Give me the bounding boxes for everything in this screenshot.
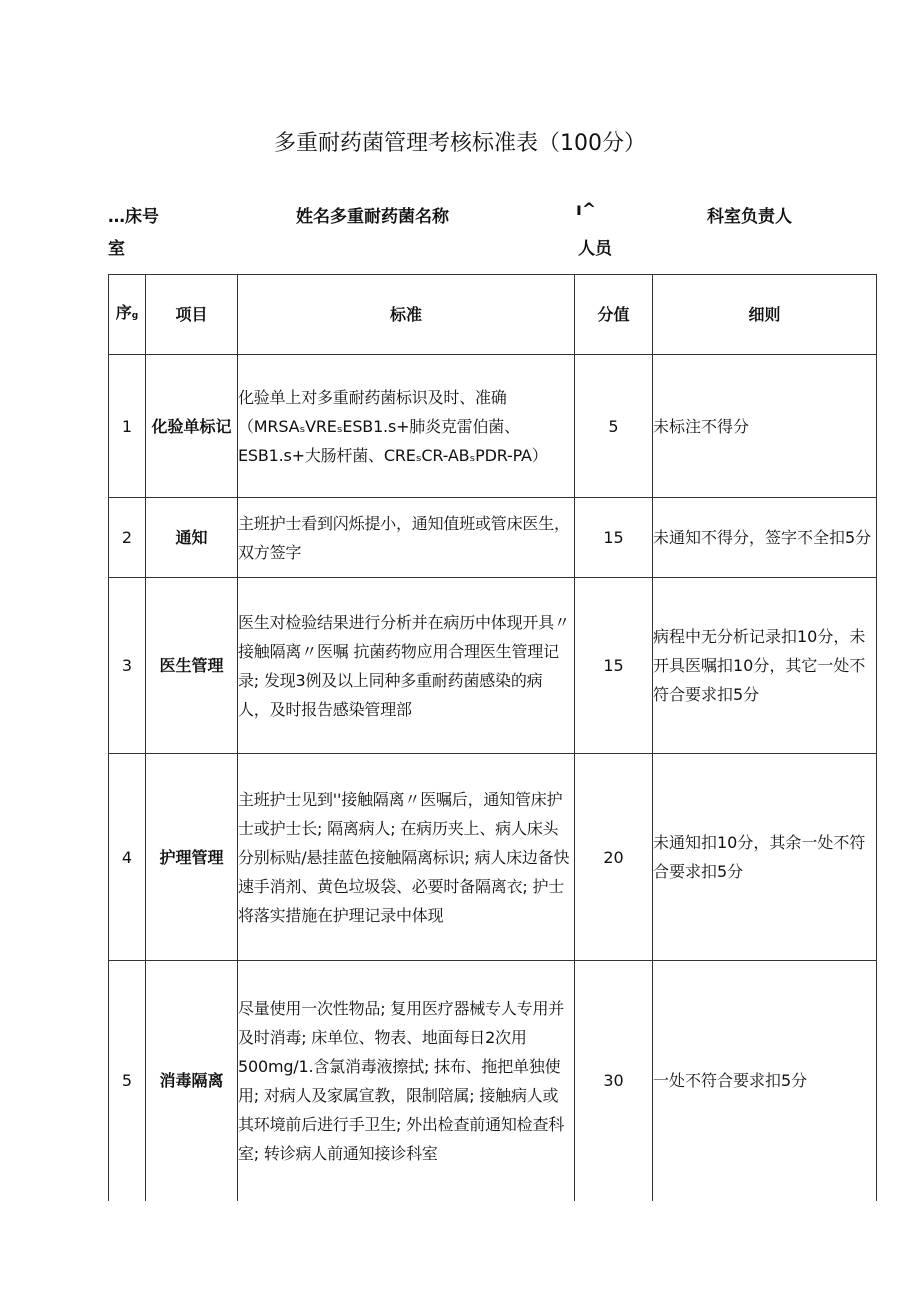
header-mark: ı^ <box>576 200 597 220</box>
row-seq: 3 <box>109 578 146 754</box>
row-seq: 5 <box>109 961 146 1201</box>
col-header-seq: 序g <box>109 275 146 355</box>
col-header-item: 项目 <box>146 275 238 355</box>
row-item: 消毒隔离 <box>146 961 238 1201</box>
row-score: 5 <box>575 355 653 498</box>
row-standard: 化验单上对多重耐药菌标识及时、准确（MRSAₛVREₛESB1.s+肺炎克雷伯菌、ESB1.s+大肠杆菌、CREₛCR-ABₛPDR-PA） <box>238 355 575 498</box>
table-row <box>109 355 877 498</box>
dept-suffix-label: 室 <box>108 239 125 259</box>
row-score: 15 <box>575 578 653 754</box>
row-rule: 未标注不得分 <box>653 355 877 498</box>
dept-head-label: 科室负责人 <box>707 207 792 227</box>
row-item: 护理管理 <box>146 754 238 961</box>
row-item: 通知 <box>146 498 238 578</box>
row-seq: 1 <box>109 355 146 498</box>
row-standard: 主班护士见到''接触隔离〃医嘱后，通知管床护士或护士长; 隔离病人; 在病历夹上、病人床头分别标贴/悬挂蓝色接触隔离标识; 病人床边备快速手消剂、黄色垃圾袋、必要时备隔离衣; 护士将落实措施在护理记录中体现 <box>238 754 575 961</box>
assessment-table <box>108 274 877 1201</box>
row-score: 30 <box>575 961 653 1201</box>
row-rule: 一处不符合要求扣5分 <box>653 961 877 1201</box>
name-drug-label: 姓名多重耐药菌名称 <box>296 207 449 227</box>
table-row <box>109 498 877 578</box>
personnel-label: 人员 <box>578 239 612 259</box>
row-seq: 4 <box>109 754 146 961</box>
page-title: 多重耐药菌管理考核标准表（100分） <box>274 131 646 156</box>
row-rule: 病程中无分析记录扣10分，未开具医嘱扣10分，其它一处不符合要求扣5分 <box>653 578 877 754</box>
col-header-score: 分值 <box>575 275 653 355</box>
row-standard: 医生对检验结果进行分析并在病历中体现开具〃接触隔离〃医嘱 抗菌药物应用合理医生管理记录; 发现3例及以上同种多重耐药菌感染的病人，及时报告感染管理部 <box>238 578 575 754</box>
row-item: 化验单标记 <box>146 355 238 498</box>
table-header-row <box>109 275 877 355</box>
row-standard: 主班护士看到闪烁提小，通知值班或管床医生，双方签字 <box>238 498 575 578</box>
row-rule: 未通知不得分，签字不全扣5分 <box>653 498 877 578</box>
dept-bed-label: …床号 <box>108 207 159 227</box>
col-header-rule: 细则 <box>653 275 877 355</box>
row-score: 15 <box>575 498 653 578</box>
table-row <box>109 754 877 961</box>
table-row <box>109 578 877 754</box>
row-standard: 尽量使用一次性物品; 复用医疗器械专人专用并及时消毒; 床单位、物表、地面每日2次用500mg/1.含氯消毒液擦拭; 抹布、拖把单独使用; 对病人及家属宣教，限制陪属; 接触病人或其环境前后进行手卫生; 外出检查前通知检查科室; 转诊病人前通知接诊科室 <box>238 961 575 1201</box>
table-row <box>109 961 877 1201</box>
row-item: 医生管理 <box>146 578 238 754</box>
row-rule: 未通知扣10分，其余一处不符合要求扣5分 <box>653 754 877 961</box>
col-header-standard: 标准 <box>238 275 575 355</box>
row-score: 20 <box>575 754 653 961</box>
row-seq: 2 <box>109 498 146 578</box>
